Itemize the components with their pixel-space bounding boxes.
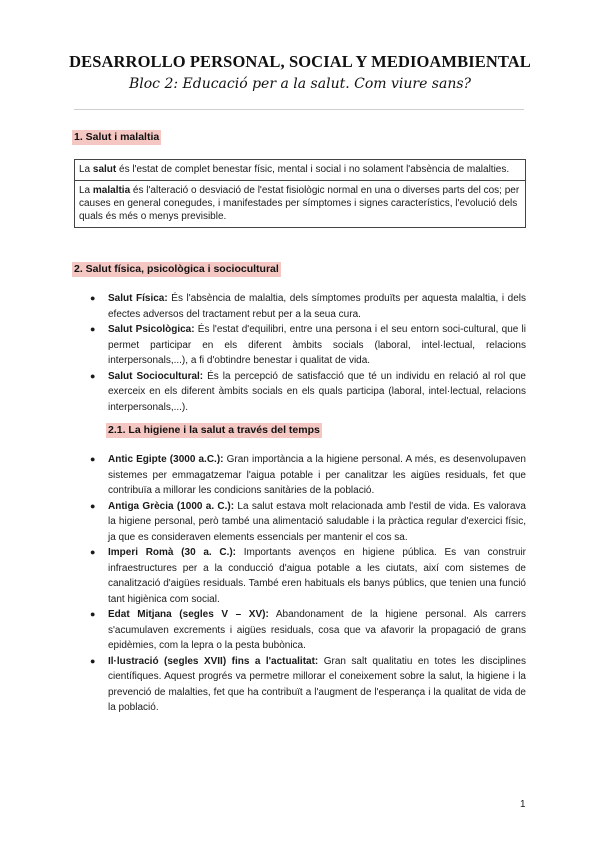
document-subtitle: Bloc 2: Educació per a la salut. Com viure sans? bbox=[128, 76, 472, 92]
definition-row-malaltia: La malaltia és l'alteració o desviació de l'estat fisiològic normal en una o diverses parts del cos; per causes en general conegudes, i manifestades per símptomes i signes característics, l'evolució dels quals és més o menys previsible. bbox=[75, 181, 526, 228]
list-item: ● Il·lustració (segles XVII) fins a l'actualitat: Gran salt qualitatiu en totes les disciplines científiques. Aquest progrés va permetre millorar el coneixement sobre la salut, la higiene i la prevenció de malalties, fet que ha contribuït a l'augment de l'esperança i la qualitat de vida de la població. bbox=[90, 655, 526, 713]
bullet-icon: ● bbox=[90, 500, 96, 511]
list-item: ● Antiga Grècia (1000 a. C.): La salut estava molt relacionada amb l'estil de vida. Es valorava la higiene personal, però també una alimentació saludable i la pràctica regular d'exercici físic, ja que es consideraven elements essencials per mantenir el cos sa. bbox=[90, 500, 526, 543]
bullet-icon: ● bbox=[90, 293, 96, 303]
list-item: ● Antic Egipte (3000 a.C.): Gran importància a la higiene personal. A més, es desenvolupaven sistemes per emmagatzemar l'aigua potable i per canalitzar les aigües residuals, fet que contribuïa a millorar les condicions sanitàries de la població. bbox=[90, 454, 526, 496]
list-item: ● Salut Psicològica: És l'estat d'equilibri, entre una persona i el seu entorn soci-cultural, que li permet participar en els diferent àmbits socials (laboral, intel·lectual, relacions interpersonals,...), a fi d'obtindre benestar i qualitat de vida. bbox=[90, 324, 526, 366]
bullet-icon: ● bbox=[90, 609, 96, 619]
list-item: ● Imperi Romà (30 a. C.): Importants avenços en higiene pública. Es van construir infraestructures per a la conducció d'aigua potable a les ciutats, així com sistemes de canalització d'aigües residuals. També eren habituals els banys públics, que tenien una funció tant higiènica com social. bbox=[90, 547, 527, 605]
section-heading-salut-malaltia: 1. Salut i malaltia bbox=[74, 131, 160, 143]
definition-term: malaltia bbox=[92, 185, 131, 196]
bullet-icon: ● bbox=[90, 324, 96, 334]
bullet-icon: ● bbox=[90, 547, 96, 557]
title-divider bbox=[74, 109, 524, 110]
bullet-icon: ● bbox=[90, 454, 96, 464]
salut-types-list bbox=[90, 291, 526, 415]
history-list bbox=[90, 452, 526, 716]
definition-term: salut bbox=[92, 164, 117, 175]
section-heading-higiene: 2.1. La higiene i la salut a través del temps bbox=[108, 424, 320, 436]
list-item: ● Edat Mitjana (segles V – XV): Abandonament de la higiene personal. Als carrers s'acumulaven excrements i aigües residuals, cosa que va afavorir la propagació de grans epidèmies, com la lepra o la pesta bubònica. bbox=[90, 609, 526, 651]
bullet-icon: ● bbox=[90, 655, 96, 666]
document-title: DESARROLLO PERSONAL, SOCIAL Y MEDIOAMBIENTAL bbox=[69, 52, 531, 71]
list-item: ● Salut Sociocultural: És la percepció de satisfacció que té un individu en relació al rol que exerceix en els diferent àmbits socials en els quals participa (laboral, intel·lectual, relacions interpersonals,...). bbox=[90, 370, 526, 413]
definitions-table bbox=[74, 159, 526, 228]
list-item: ● Salut Física: És l'absència de malaltia, dels símptomes produïts per aquesta malaltia, i dels efectes adversos del tractament rebut per a la seua cura. bbox=[90, 293, 527, 320]
bullet-icon: ● bbox=[90, 370, 96, 381]
page-number: 1 bbox=[520, 799, 526, 810]
definition-row-salut: La salut és l'estat de complet benestar físic, mental i social i no solament l'absència de malalties. bbox=[75, 160, 526, 181]
section-heading-salut-fisica: 2. Salut física, psicològica i sociocultural bbox=[74, 263, 279, 275]
